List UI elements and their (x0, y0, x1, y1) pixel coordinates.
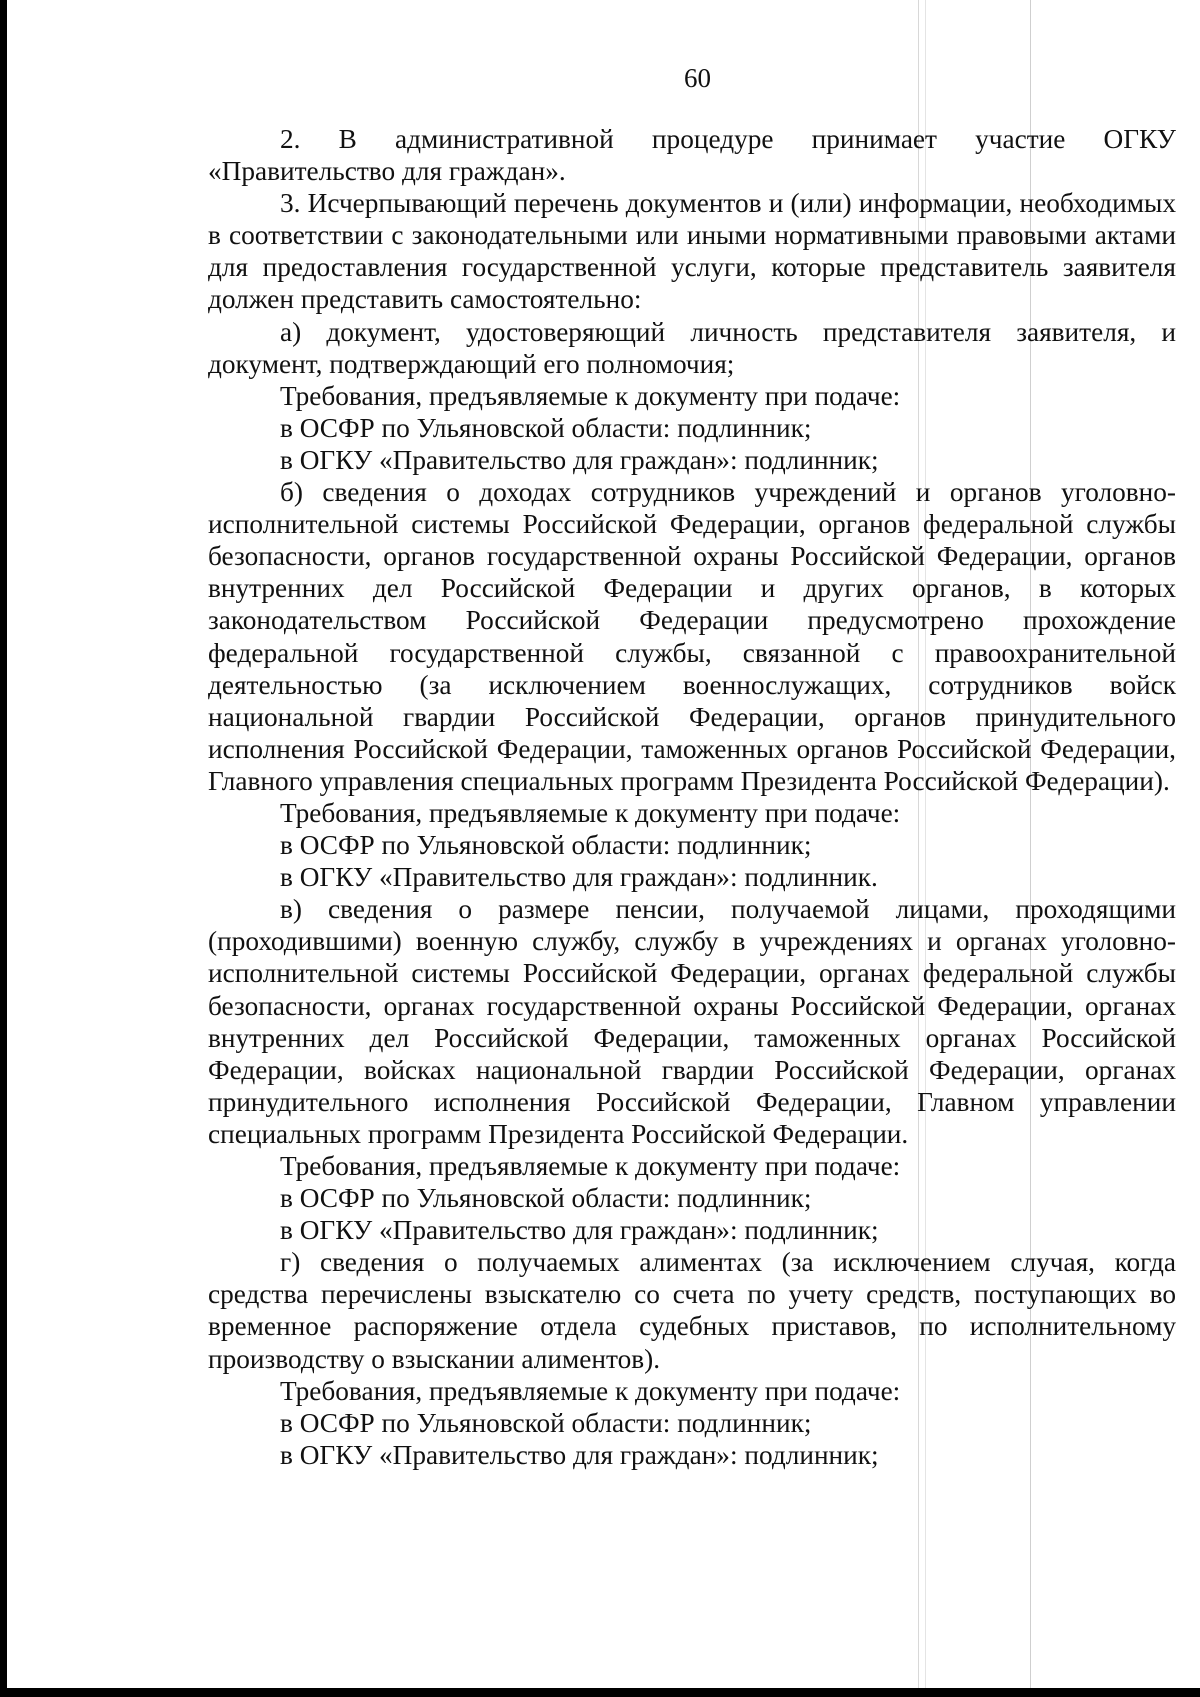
paragraph-participation: 2. В административной процедуре принимает участие ОГКУ «Правительство для граждан». (208, 124, 1176, 187)
paragraph-ogku: в ОГКУ «Правительство для граждан»: подлинник; (280, 1215, 879, 1246)
scan-bottom-edge (0, 1688, 1200, 1697)
paragraph-osfr: в ОСФР по Ульяновской области: подлинник; (280, 1183, 812, 1214)
paragraph-ogku: в ОГКУ «Правительство для граждан»: подлинник. (280, 862, 878, 893)
paragraph-requirements: Требования, предъявляемые к документу при подаче: (280, 380, 901, 411)
paragraph-requirements: Требования, предъявляемые к документу при подаче: (280, 797, 901, 828)
page-number: 60 (684, 63, 711, 93)
paragraph-osfr: в ОСФР по Ульяновской области: подлинник; (280, 1407, 812, 1438)
paragraph-document-list: 3. Исчерпывающий перечень документов и (или) информации, необходимых в соответствии с законодательными или иными нормативными правовыми актами для предоставления государственной услуги, которые представитель заявителя должен представить самостоятельно: (208, 188, 1176, 315)
paragraph-ogku: в ОГКУ «Правительство для граждан»: подлинник; (280, 444, 879, 475)
paragraph-ogku: в ОГКУ «Правительство для граждан»: подлинник; (280, 1439, 879, 1470)
paragraph-item-g: г) сведения о получаемых алиментах (за исключением случая, когда средства перечислены взыскателю со счета по учету средств, поступающих во временное распоряжение отдела судебных приставов, по исполнительному производству о взыскании алиментов). (208, 1247, 1176, 1374)
paragraph-osfr: в ОСФР по Ульяновской области: подлинник; (280, 412, 812, 443)
paragraph-osfr: в ОСФР по Ульяновской области: подлинник; (280, 830, 812, 861)
document-body (208, 123, 1176, 1471)
paragraph-item-a: а) документ, удостоверяющий личность представителя заявителя, и документ, подтверждающий его полномочия; (208, 316, 1176, 379)
paragraph-requirements: Требования, предъявляемые к документу при подаче: (280, 1151, 901, 1181)
paragraph-item-b: б) сведения о доходах сотрудников учреждений и органов уголовно-исполнительной системы Российской Федерации, органов федеральной службы безопасности, органов государственной охраны Российской Федерации, органов внутренних дел Российской Федерации и других органов, в которых законодательством Российской Федерации предусмотрено прохождение федеральной государственной службы, связанной с правоохранительной деятельностью (за исключением военнослужащих, сотрудников войск национальной гвардии Российской Федерации, органов принудительного исполнения Российской Федерации, таможенных органов Российской Федерации, Главного управления специальных программ Президента Российской Федерации). (208, 477, 1176, 796)
paragraph-requirements: Требования, предъявляемые к документу при подаче: (280, 1375, 901, 1406)
scan-left-edge (0, 0, 7, 1690)
paragraph-item-v: в) сведения о размере пенсии, получаемой лицами, проходящими (проходившими) военную службу, службу в учреждениях и органах уголовно-исполнительной системы Российской Федерации, органах федеральной службы безопасности, органах государственной охраны Российской Федерации, органах внутренних дел Российской Федерации, таможенных органах Российской Федерации, войсках национальной гвардии Российской Федерации, органах принудительного исполнения Российской Федерации, Главном управлении специальных программ Президента Российской Федерации. (208, 894, 1176, 1149)
